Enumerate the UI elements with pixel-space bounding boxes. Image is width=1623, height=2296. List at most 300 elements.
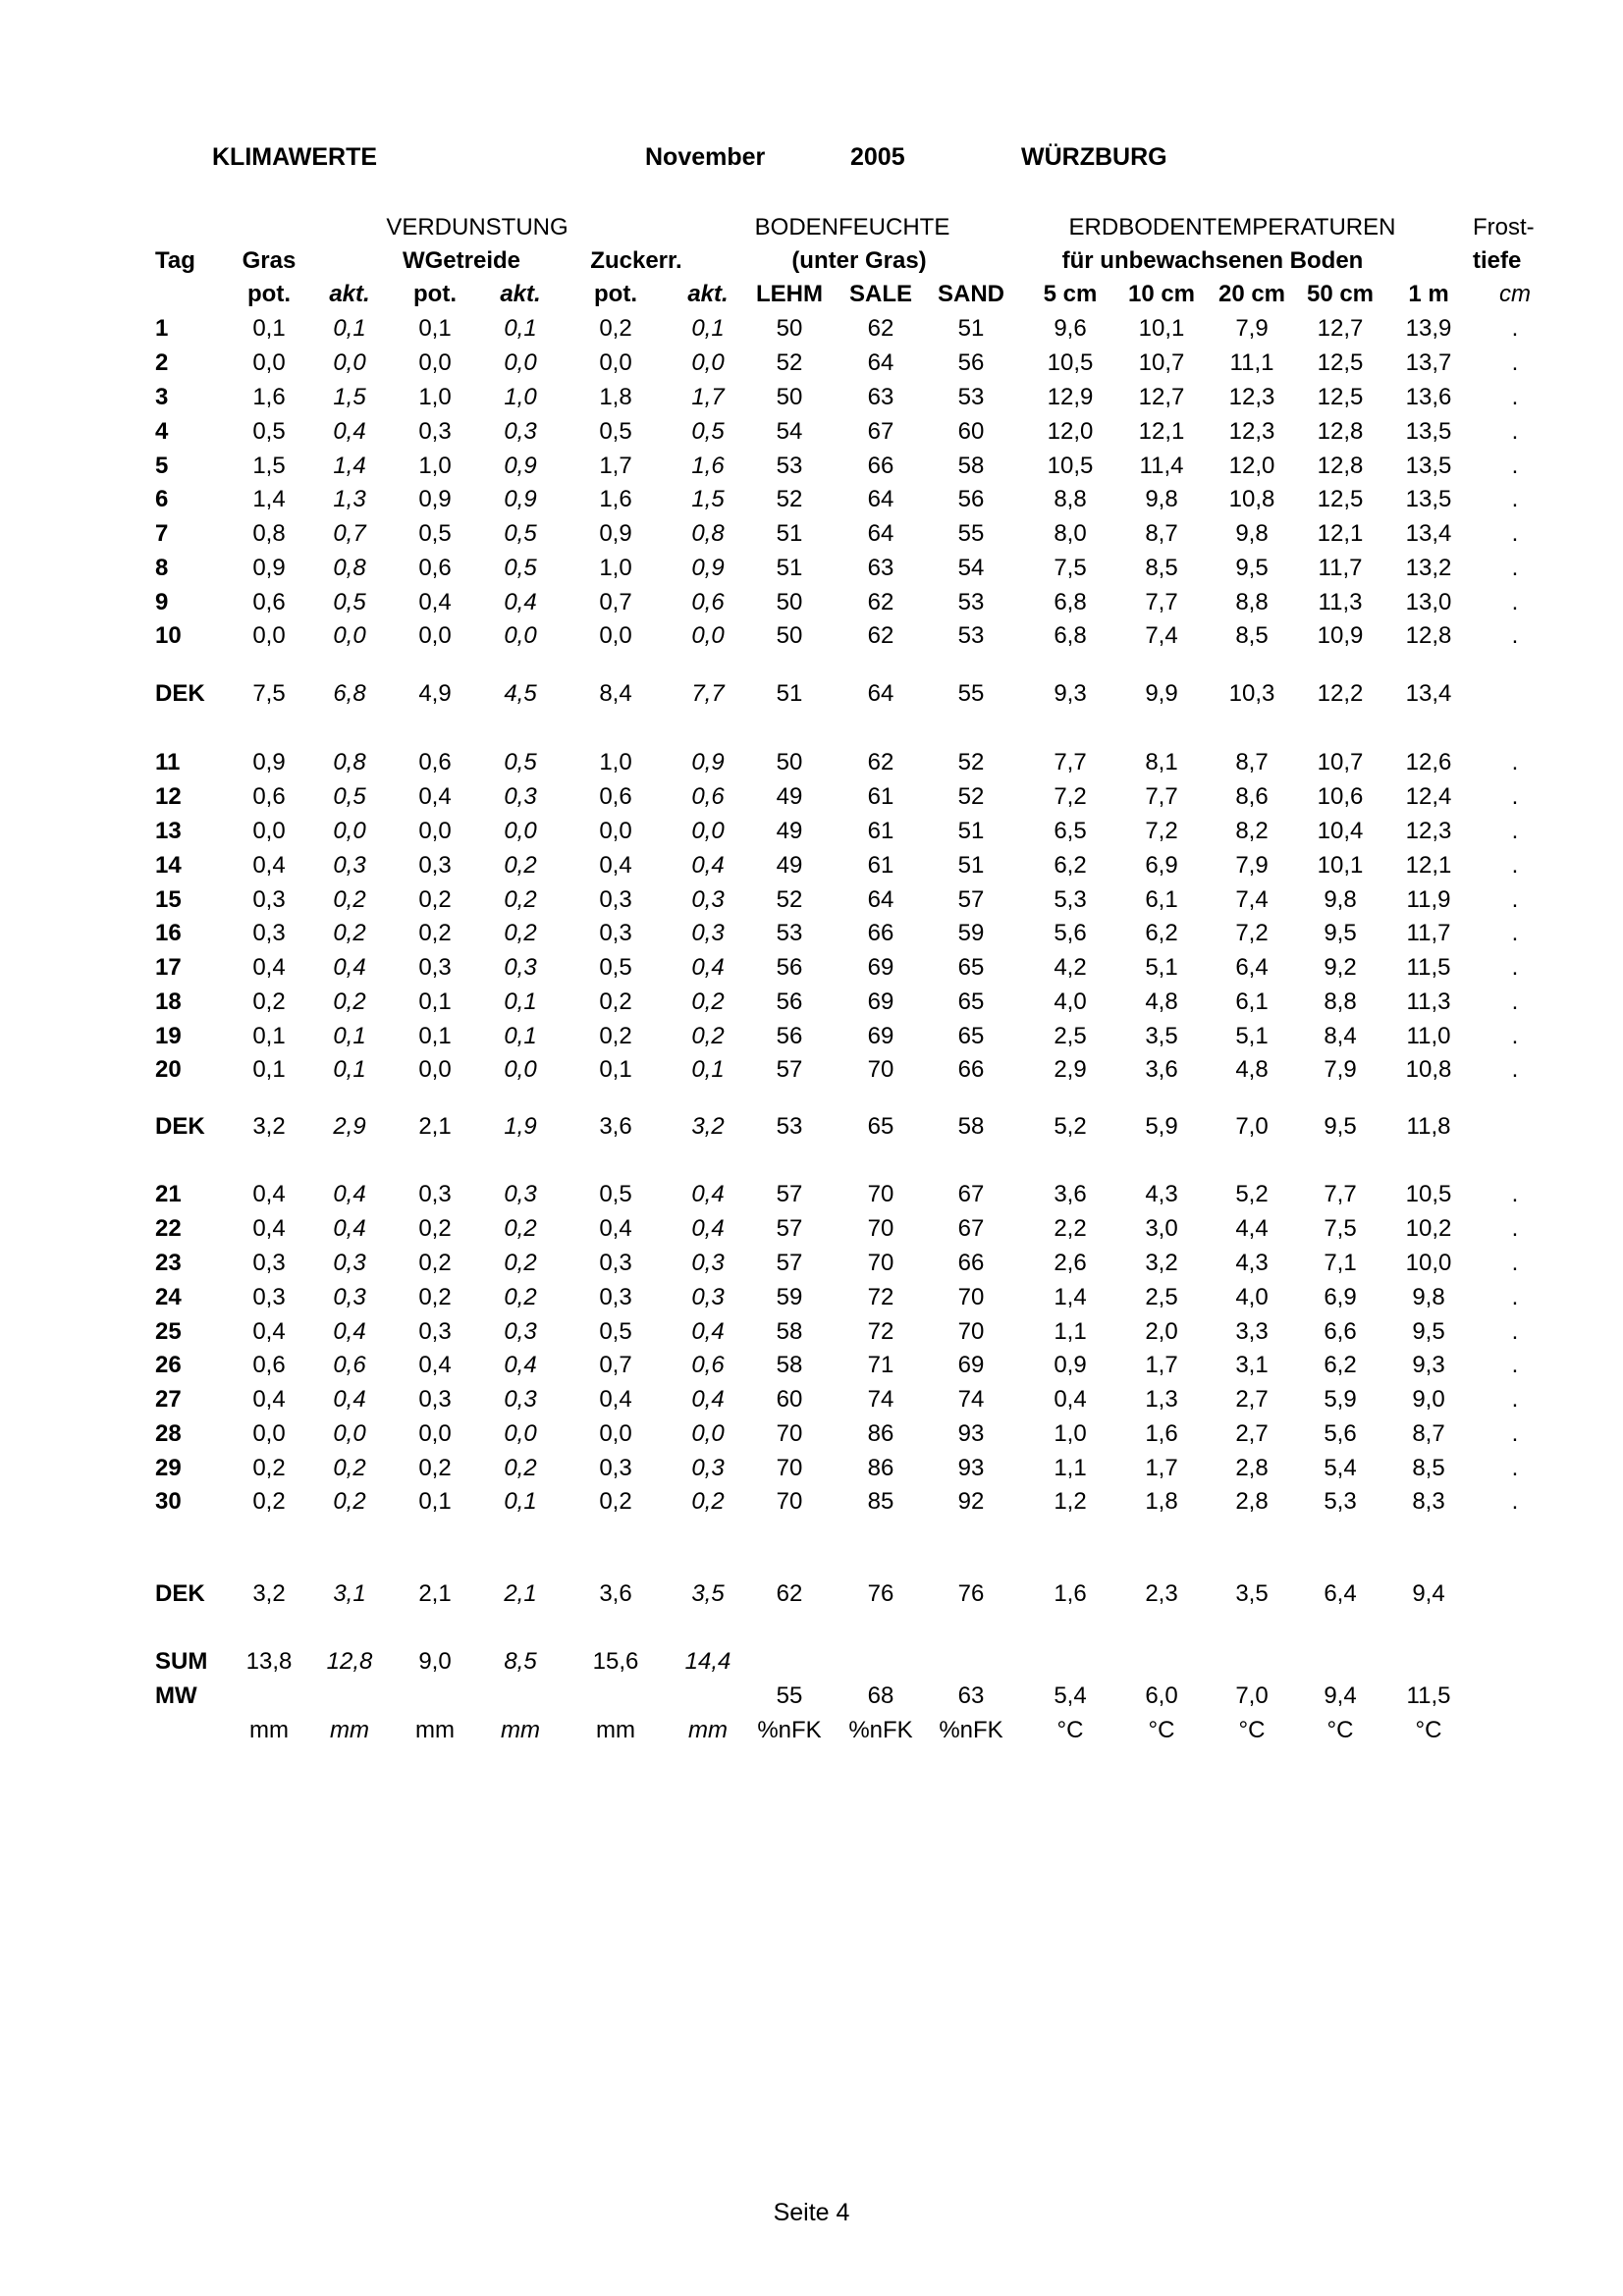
table-cell: mm <box>249 1717 289 1743</box>
table-cell: 0,2 <box>333 920 366 946</box>
table-cell: 1,6 <box>252 384 286 410</box>
table-cell: 0,2 <box>333 988 366 1015</box>
table-cell: 0,4 <box>1054 1386 1087 1413</box>
table-cell: 53 <box>957 589 985 615</box>
table-cell: 0,5 <box>252 418 286 445</box>
table-cell: 0,3 <box>599 920 632 946</box>
table-cell: 50 <box>776 384 803 410</box>
table-cell: 7,1 <box>1324 1250 1357 1276</box>
column-header-12: 50 cm <box>1306 281 1375 307</box>
table-cell: 0,3 <box>599 1250 632 1276</box>
table-cell: 51 <box>957 852 985 879</box>
table-cell: . <box>1511 384 1519 410</box>
table-cell: 8,7 <box>1412 1420 1445 1447</box>
table-cell: mm <box>596 1717 635 1743</box>
table-cell: 0,3 <box>418 1318 452 1345</box>
table-cell: °C <box>1415 1717 1442 1743</box>
table-cell: 8,1 <box>1145 749 1178 775</box>
table-cell: 9,4 <box>1412 1580 1445 1607</box>
table-cell: 0,3 <box>504 1318 537 1345</box>
table-cell: 0,6 <box>599 783 632 810</box>
table-cell: 13,0 <box>1405 589 1452 615</box>
table-cell: mm <box>330 1717 369 1743</box>
table-cell: 53 <box>957 622 985 649</box>
table-cell: 71 <box>867 1352 894 1378</box>
table-cell: 0,4 <box>691 1318 725 1345</box>
table-cell: 0,0 <box>599 818 632 844</box>
table-cell: 0,0 <box>418 1056 452 1083</box>
table-cell: 10,9 <box>1317 622 1364 649</box>
table-cell: 11,3 <box>1318 589 1363 615</box>
table-cell: 1,8 <box>1145 1488 1178 1515</box>
row-label: 12 <box>155 783 182 810</box>
table-cell: 7,0 <box>1235 1113 1269 1140</box>
table-cell: 12,8 <box>1317 453 1364 479</box>
table-cell: . <box>1511 589 1519 615</box>
table-cell: . <box>1511 1181 1519 1207</box>
column-header-4: pot. <box>594 281 637 307</box>
table-cell: . <box>1511 1352 1519 1378</box>
table-cell: 1,2 <box>1054 1488 1087 1515</box>
row-label: 17 <box>155 954 182 981</box>
table-cell: 0,4 <box>691 954 725 981</box>
table-cell: 0,0 <box>599 1420 632 1447</box>
table-cell: 62 <box>867 749 894 775</box>
table-cell: 13,4 <box>1405 680 1452 707</box>
table-cell: 12,1 <box>1317 520 1364 547</box>
table-cell: 0,2 <box>418 1250 452 1276</box>
table-cell: 10,1 <box>1138 315 1185 342</box>
table-cell: 0,6 <box>252 589 286 615</box>
table-cell: 12,2 <box>1317 680 1364 707</box>
table-cell: 74 <box>957 1386 985 1413</box>
table-cell: 0,3 <box>691 1284 725 1310</box>
table-cell: . <box>1511 852 1519 879</box>
table-cell: . <box>1511 418 1519 445</box>
table-cell: 0,0 <box>252 349 286 376</box>
table-cell: 72 <box>867 1318 894 1345</box>
table-cell: 12,3 <box>1405 818 1452 844</box>
table-cell: 3,2 <box>1145 1250 1178 1276</box>
table-cell: 9,5 <box>1324 920 1357 946</box>
table-cell: . <box>1511 920 1519 946</box>
table-cell: 8,0 <box>1054 520 1087 547</box>
table-cell: 0,4 <box>252 1181 286 1207</box>
table-cell: 0,0 <box>504 349 537 376</box>
table-cell: 5,1 <box>1145 954 1178 981</box>
table-cell: 1,0 <box>418 384 452 410</box>
table-cell: 2,9 <box>333 1113 366 1140</box>
table-cell: 0,2 <box>504 920 537 946</box>
table-cell: 11,1 <box>1229 349 1274 376</box>
table-cell: 58 <box>776 1352 803 1378</box>
table-cell: 8,8 <box>1324 988 1357 1015</box>
table-cell: 0,3 <box>333 852 366 879</box>
table-cell: 0,6 <box>333 1352 366 1378</box>
table-cell: 11,4 <box>1139 453 1184 479</box>
table-cell: 0,4 <box>252 954 286 981</box>
table-cell: 6,8 <box>1054 589 1087 615</box>
table-cell: 6,6 <box>1324 1318 1357 1345</box>
table-cell: 12,1 <box>1405 852 1452 879</box>
table-cell: 0,1 <box>252 315 286 342</box>
table-cell: 13,2 <box>1405 555 1452 581</box>
table-cell: 1,1 <box>1054 1318 1087 1345</box>
table-cell: 7,7 <box>1145 589 1178 615</box>
row-label: 11 <box>155 749 181 775</box>
table-cell: 2,1 <box>504 1580 537 1607</box>
title-station: WÜRZBURG <box>1021 143 1167 171</box>
table-cell: 62 <box>867 315 894 342</box>
table-cell: 6,4 <box>1235 954 1269 981</box>
header-r2-0: Tag <box>155 247 195 274</box>
header-r2-1: Gras <box>242 247 297 274</box>
table-cell: 0,5 <box>504 520 537 547</box>
column-header-5: akt. <box>687 281 729 307</box>
table-cell: . <box>1511 1284 1519 1310</box>
table-cell: . <box>1511 1056 1519 1083</box>
table-cell: 0,5 <box>599 1318 632 1345</box>
table-cell: 55 <box>957 520 985 547</box>
table-cell: 12,1 <box>1138 418 1185 445</box>
table-cell: 0,4 <box>691 852 725 879</box>
table-cell: . <box>1511 988 1519 1015</box>
table-cell: 12,5 <box>1317 384 1364 410</box>
table-cell: 0,3 <box>252 886 286 913</box>
table-cell: 0,4 <box>333 1386 366 1413</box>
table-cell: 0,5 <box>504 555 537 581</box>
column-header-9: 5 cm <box>1043 281 1098 307</box>
row-label: 20 <box>155 1056 182 1083</box>
table-cell: 7,7 <box>1324 1181 1357 1207</box>
table-cell: 14,4 <box>684 1648 731 1675</box>
table-cell: 0,1 <box>333 1023 366 1049</box>
table-cell: 8,3 <box>1412 1488 1445 1515</box>
table-cell: 60 <box>776 1386 803 1413</box>
table-cell: 61 <box>867 852 894 879</box>
table-cell: 13,8 <box>245 1648 293 1675</box>
table-cell: 4,0 <box>1054 988 1087 1015</box>
table-cell: 0,2 <box>691 988 725 1015</box>
table-cell: 52 <box>776 486 803 512</box>
table-cell: 0,0 <box>252 1420 286 1447</box>
table-cell: 0,3 <box>599 1455 632 1481</box>
table-cell: 0,2 <box>418 1215 452 1242</box>
table-cell: 9,4 <box>1324 1682 1357 1709</box>
table-cell: 49 <box>776 818 803 844</box>
table-cell: 9,0 <box>1412 1386 1445 1413</box>
table-cell: . <box>1511 1455 1519 1481</box>
table-cell: 12,8 <box>1317 418 1364 445</box>
table-cell: 65 <box>957 988 985 1015</box>
table-cell: 59 <box>957 920 985 946</box>
table-cell: . <box>1511 349 1519 376</box>
table-cell: 70 <box>957 1284 985 1310</box>
table-cell: 2,7 <box>1235 1386 1269 1413</box>
table-cell: 0,2 <box>504 1284 537 1310</box>
table-cell: 0,5 <box>504 749 537 775</box>
table-cell: 62 <box>776 1580 803 1607</box>
table-cell: 0,9 <box>599 520 632 547</box>
table-cell: 56 <box>776 988 803 1015</box>
row-label: 21 <box>155 1181 182 1207</box>
table-cell: 0,1 <box>504 315 537 342</box>
table-cell: 59 <box>776 1284 803 1310</box>
table-cell: 0,9 <box>252 749 286 775</box>
row-label: 27 <box>155 1386 182 1413</box>
table-cell: 13,7 <box>1405 349 1452 376</box>
table-cell: 9,6 <box>1054 315 1087 342</box>
table-cell: 1,8 <box>599 384 632 410</box>
table-cell: 0,3 <box>418 418 452 445</box>
table-cell: 51 <box>776 520 803 547</box>
table-cell: 0,4 <box>252 1386 286 1413</box>
table-cell: 11,3 <box>1406 988 1451 1015</box>
table-cell: 1,6 <box>1054 1580 1087 1607</box>
table-cell: 0,1 <box>691 1056 725 1083</box>
row-label: 1 <box>155 315 169 342</box>
table-cell: °C <box>1326 1717 1354 1743</box>
table-cell: 12,3 <box>1228 418 1275 445</box>
table-cell: 54 <box>957 555 985 581</box>
table-cell: 0,4 <box>418 783 452 810</box>
table-cell: . <box>1511 1386 1519 1413</box>
table-cell: 10,2 <box>1405 1215 1452 1242</box>
row-label: DEK <box>155 1113 205 1140</box>
row-label: 3 <box>155 384 169 410</box>
table-cell: 3,6 <box>1145 1056 1178 1083</box>
table-cell: 0,4 <box>691 1386 725 1413</box>
table-cell: 3,6 <box>599 1113 632 1140</box>
table-cell: 50 <box>776 315 803 342</box>
table-cell: 66 <box>867 920 894 946</box>
title-klimawerte: KLIMAWERTE <box>212 143 378 171</box>
table-cell: 63 <box>957 1682 985 1709</box>
table-cell: 6,9 <box>1324 1284 1357 1310</box>
table-cell: . <box>1511 1023 1519 1049</box>
table-cell: 8,7 <box>1145 520 1178 547</box>
table-cell: 4,9 <box>418 680 452 707</box>
table-cell: 1,5 <box>252 453 286 479</box>
table-cell: 10,8 <box>1228 486 1275 512</box>
table-cell: 0,2 <box>252 1488 286 1515</box>
table-cell: 3,0 <box>1145 1215 1178 1242</box>
table-cell: 6,1 <box>1235 988 1269 1015</box>
table-cell: 0,1 <box>504 988 537 1015</box>
table-cell: 2,1 <box>418 1580 452 1607</box>
table-cell: 4,0 <box>1235 1284 1269 1310</box>
table-cell: 11,0 <box>1406 1023 1451 1049</box>
table-cell: 5,3 <box>1054 886 1087 913</box>
table-cell: 0,6 <box>418 749 452 775</box>
table-cell: 0,9 <box>418 486 452 512</box>
table-cell: . <box>1511 783 1519 810</box>
table-cell: 2,6 <box>1054 1250 1087 1276</box>
table-cell: 8,4 <box>1324 1023 1357 1049</box>
table-cell: 0,0 <box>418 349 452 376</box>
table-cell: 11,7 <box>1318 555 1363 581</box>
table-cell: 0,1 <box>333 315 366 342</box>
table-cell: 1,4 <box>1054 1284 1087 1310</box>
row-label: 28 <box>155 1420 182 1447</box>
table-cell: 57 <box>776 1181 803 1207</box>
table-cell: 70 <box>867 1056 894 1083</box>
table-cell: 7,4 <box>1145 622 1178 649</box>
table-cell: . <box>1511 520 1519 547</box>
table-cell: . <box>1511 453 1519 479</box>
table-cell: 0,1 <box>418 988 452 1015</box>
table-cell: 0,9 <box>691 555 725 581</box>
table-cell: °C <box>1148 1717 1175 1743</box>
column-header-0: pot. <box>247 281 291 307</box>
table-cell: 62 <box>867 622 894 649</box>
table-cell: 0,5 <box>691 418 725 445</box>
table-cell: 0,8 <box>252 520 286 547</box>
table-cell: 63 <box>867 555 894 581</box>
table-cell: 0,5 <box>333 589 366 615</box>
table-cell: 0,2 <box>333 1488 366 1515</box>
table-cell: 10,1 <box>1317 852 1364 879</box>
table-cell: 0,0 <box>333 622 366 649</box>
table-cell: 7,2 <box>1054 783 1087 810</box>
table-cell: °C <box>1238 1717 1266 1743</box>
table-cell: 1,3 <box>1145 1386 1178 1413</box>
header-r1-1: BODENFEUCHTE <box>754 214 950 240</box>
table-cell: 1,7 <box>1145 1352 1178 1378</box>
table-cell: 0,3 <box>504 1181 537 1207</box>
table-cell: 12,0 <box>1047 418 1094 445</box>
table-cell: 0,7 <box>599 589 632 615</box>
table-cell: 0,4 <box>252 1215 286 1242</box>
table-cell: 70 <box>867 1181 894 1207</box>
table-cell: 0,0 <box>418 622 452 649</box>
row-label: 29 <box>155 1455 182 1481</box>
table-cell: 1,5 <box>333 384 366 410</box>
table-cell: 0,3 <box>418 954 452 981</box>
table-cell: 0,0 <box>504 622 537 649</box>
table-cell: 7,4 <box>1235 886 1269 913</box>
table-cell: 8,5 <box>1235 622 1269 649</box>
table-cell: 0,0 <box>333 818 366 844</box>
table-cell: 69 <box>867 1023 894 1049</box>
table-cell: 1,4 <box>252 486 286 512</box>
table-cell: 1,0 <box>504 384 537 410</box>
column-header-13: 1 m <box>1408 281 1449 307</box>
table-cell: 69 <box>957 1352 985 1378</box>
table-cell: 10,7 <box>1317 749 1364 775</box>
table-cell: 11,5 <box>1406 1682 1451 1709</box>
table-cell: 0,0 <box>418 1420 452 1447</box>
row-label: 7 <box>155 520 169 547</box>
table-cell: 57 <box>776 1250 803 1276</box>
table-cell: 1,7 <box>1145 1455 1178 1481</box>
table-cell: 5,6 <box>1054 920 1087 946</box>
table-cell: 0,1 <box>599 1056 632 1083</box>
table-cell: 0,4 <box>599 1215 632 1242</box>
table-cell: . <box>1511 622 1519 649</box>
row-label: 22 <box>155 1215 182 1242</box>
table-cell: 0,6 <box>691 1352 725 1378</box>
table-cell: 92 <box>957 1488 985 1515</box>
table-cell: 5,9 <box>1324 1386 1357 1413</box>
table-cell: 0,9 <box>691 749 725 775</box>
table-cell: 0,9 <box>504 453 537 479</box>
table-cell: 9,5 <box>1324 1113 1357 1140</box>
table-cell: 0,2 <box>504 1250 537 1276</box>
table-cell: 58 <box>776 1318 803 1345</box>
table-cell: 11,7 <box>1406 920 1451 946</box>
table-cell: 63 <box>867 384 894 410</box>
table-cell: 66 <box>867 453 894 479</box>
table-cell: 0,2 <box>252 988 286 1015</box>
table-cell: 0,4 <box>333 418 366 445</box>
table-cell: 2,1 <box>418 1113 452 1140</box>
table-cell: 4,5 <box>504 680 537 707</box>
table-cell: 0,0 <box>504 1420 537 1447</box>
table-cell: 69 <box>867 954 894 981</box>
table-cell: 13,5 <box>1405 486 1452 512</box>
row-label: SUM <box>155 1648 208 1675</box>
table-cell: 0,1 <box>418 315 452 342</box>
table-cell: 9,3 <box>1054 680 1087 707</box>
table-cell: 8,4 <box>599 680 632 707</box>
table-cell: 0,8 <box>333 749 366 775</box>
table-cell: 12,8 <box>1405 622 1452 649</box>
table-cell: 11,9 <box>1406 886 1451 913</box>
column-header-11: 20 cm <box>1217 281 1286 307</box>
table-cell: 50 <box>776 622 803 649</box>
table-cell: 61 <box>867 818 894 844</box>
table-cell: 7,2 <box>1145 818 1178 844</box>
table-cell: . <box>1511 1488 1519 1515</box>
table-cell: 0,5 <box>333 783 366 810</box>
table-cell: 10,6 <box>1317 783 1364 810</box>
table-cell: %nFK <box>848 1717 913 1743</box>
table-cell: 0,6 <box>691 783 725 810</box>
table-cell: 1,7 <box>599 453 632 479</box>
table-cell: 0,2 <box>691 1023 725 1049</box>
table-cell: mm <box>688 1717 728 1743</box>
table-cell: 7,9 <box>1235 852 1269 879</box>
table-cell: 66 <box>957 1056 985 1083</box>
table-cell: 1,1 <box>1054 1455 1087 1481</box>
table-cell: 51 <box>776 555 803 581</box>
table-cell: 53 <box>776 453 803 479</box>
table-cell: 3,5 <box>691 1580 725 1607</box>
table-cell: 0,6 <box>691 589 725 615</box>
table-cell: 13,4 <box>1405 520 1452 547</box>
table-cell: 86 <box>867 1455 894 1481</box>
table-cell: 1,0 <box>599 555 632 581</box>
table-cell: 9,2 <box>1324 954 1357 981</box>
table-cell: 4,2 <box>1054 954 1087 981</box>
table-cell: . <box>1511 749 1519 775</box>
table-cell: 62 <box>867 589 894 615</box>
table-cell: mm <box>501 1717 540 1743</box>
table-cell: 0,4 <box>418 1352 452 1378</box>
table-cell: 0,1 <box>252 1023 286 1049</box>
table-cell: 67 <box>867 418 894 445</box>
table-cell: . <box>1511 1215 1519 1242</box>
table-cell: 64 <box>867 486 894 512</box>
table-cell: %nFK <box>939 1717 1003 1743</box>
header-r2-5: für unbewachsenen Boden <box>1061 247 1364 274</box>
table-cell: 7,5 <box>1324 1215 1357 1242</box>
table-cell: mm <box>415 1717 455 1743</box>
table-cell: 0,2 <box>418 920 452 946</box>
table-cell: 0,3 <box>252 1284 286 1310</box>
table-cell: 6,2 <box>1054 852 1087 879</box>
